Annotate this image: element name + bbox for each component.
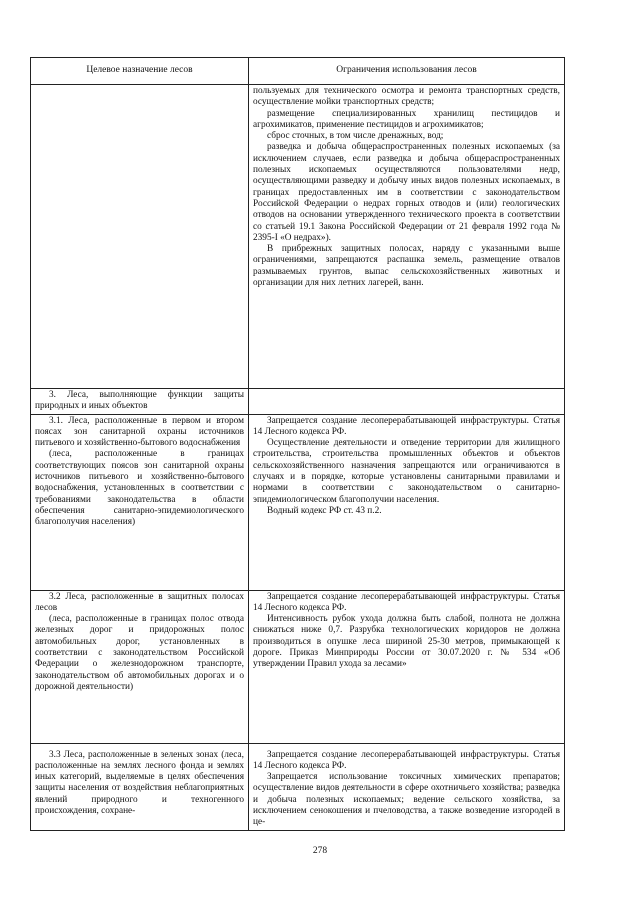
page-number: 278: [312, 846, 328, 856]
row-3-3-left-cell: [31, 743, 249, 830]
table-row: [31, 85, 565, 389]
paragraph: В прибрежных защитных полосах, наряду с указанными выше ограничениями, запрещаются распашка земель, размещение отвалов размываемых грунтов, выпас сельскохозяйственных животных и организации для них летних лагерей, ванн.: [253, 244, 560, 289]
row-3-1-left-cell: [31, 414, 249, 590]
paragraph: пользуемых для технического осмотра и ремонта транспортных средств, осуществление мойки транспортных средств;: [253, 86, 560, 108]
paragraph: (леса, расположенные в границах полос отвода железных дорог и придорожных полос автомобильных дорог, установленных в соответствии с законодательством Российской Федерации о железнодорожном транспорте, законодательством об автомобильных дорогах и о дорожной деятельности): [35, 614, 244, 692]
paragraph: разведка и добыча общераспространенных полезных ископаемых (за исключением случаев, если разведка и добыча общераспространенных полезных ископаемых осуществляются пользователями недр, осуществляющими разведку и добычу иных видов полезных ископаемых, в границах предоставленных им в соответствии с законодательством Российской Федерации о недрах горных отводов и (или) геологических отводов на основании утвержденного технического проекта в соответствии со статьей 19.1 Закона Российской Федерации от 21 февраля 1992 года № 2395-I «О недрах»).: [253, 142, 560, 243]
paragraph: сброс сточных, в том числе дренажных, вод;: [267, 131, 444, 142]
header-forest-purpose: Целевое назначение лесов: [31, 58, 249, 85]
paragraph: Осуществление деятельности и отведение территории для жилищного строительства, строительства промышленных объектов и объектов сельскохозяйственного назначения запрещаются или ограничиваются в случаях и в порядке, которые установлены санитарными правилами и нормами в соответствии с законодательством о санитарно-эпидемиологическом благополучии населения.: [253, 438, 560, 505]
table-row: [31, 389, 565, 415]
row-3-right-cell: [249, 389, 565, 415]
row-continued-right-cell: [249, 85, 565, 389]
paragraph: размещение специализированных хранилищ пестицидов и агрохимикатов, применение пестицидов и агрохимикатов;: [253, 108, 560, 130]
paragraph: 3.1. Леса, расположенные в первом и втором поясах зон санитарной охраны источников питьевого и хозяйственно-бытового водоснабжения: [35, 415, 244, 449]
row-continued-left-cell: [31, 85, 249, 389]
paragraph: Интенсивность рубок ухода должна быть слабой, полнота не должна снижаться ниже 0,7. Разрубка технологических коридоров не должна производиться в опушке леса шириной 25-30 метров, примыкающей к дороге. Приказ Минприроды России от 30.07.2020 г. № 534 «Об утверждении Правил ухода за лесами»: [253, 614, 560, 670]
paragraph: Запрещается создание лесоперерабатывающей инфраструктуры. Статья 14 Лесного кодекса РФ.: [253, 749, 560, 771]
table-row: [31, 743, 565, 830]
section-heading: 3. Леса, выполняющие функции защиты природных и иных объектов: [35, 390, 244, 412]
table-row: [31, 414, 565, 590]
table-header-row: [31, 58, 565, 85]
paragraph: Запрещается создание лесоперерабатывающей инфраструктуры. Статья 14 Лесного кодекса РФ.: [253, 591, 560, 613]
paragraph: (леса, расположенные в границах соответствующих поясов зон санитарной охраны источников питьевого и хозяйственно-бытового водоснабжения, установленных в соответствии с требованиями законодательства в области обеспечения санитарно-эпидемиологического благополучия населения): [35, 449, 244, 528]
row-3-1-right-cell: [249, 414, 565, 590]
paragraph: 3.3 Леса, расположенные в зеленых зонах (леса, расположенные на землях лесного фонда и землях иных категорий, выделяемые в целях обеспечения защиты населения от воздействия неблагоприятных явлений природного и техногенного происхождения, сохране-: [35, 749, 244, 817]
row-3-2-left-cell: [31, 590, 249, 743]
restrictions-table: [30, 57, 565, 831]
row-3-left-cell: [31, 389, 249, 415]
row-3-2-right-cell: [249, 590, 565, 743]
paragraph: Запрещается использование токсичных химических препаратов; осуществление видов деятельности в сфере охотничьего хозяйства; разведка и добыча полезных ископаемых; ведение сельского хозяйства, за исключением сенокошения и пчеловодства, а также возведение изгородей в це-: [253, 772, 560, 828]
header-usage-restrictions: Ограничения использования лесов: [249, 58, 565, 85]
table-row: [31, 590, 565, 743]
paragraph: Водный кодекс РФ ст. 43 п.2.: [267, 505, 382, 516]
paragraph: 3.2 Леса, расположенные в защитных полосах лесов: [35, 591, 244, 613]
paragraph: Запрещается создание лесоперерабатывающей инфраструктуры. Статья 14 Лесного кодекса РФ.: [253, 415, 560, 437]
row-3-3-right-cell: [249, 743, 565, 830]
